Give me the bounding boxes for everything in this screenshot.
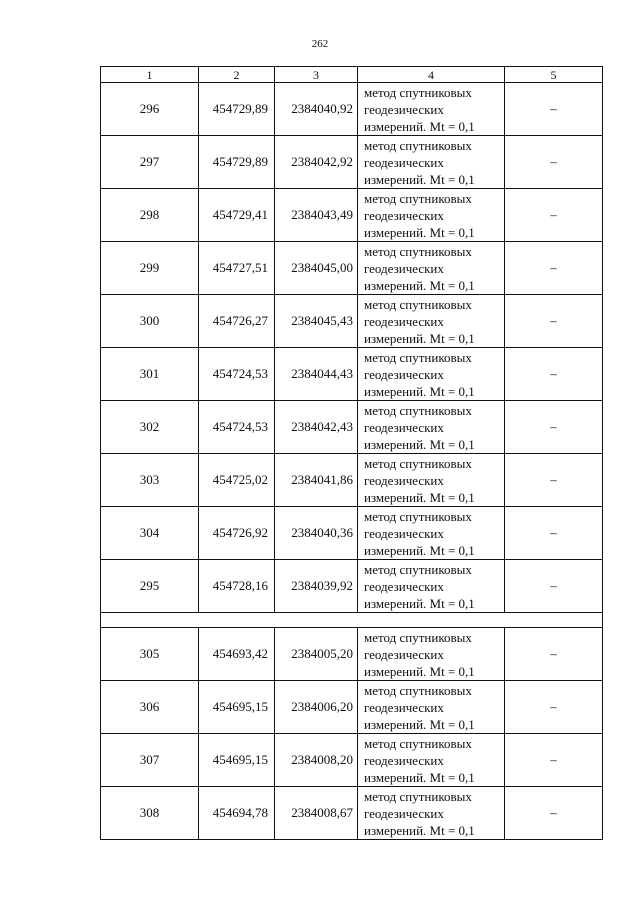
y-coordinate: 2384043,49 bbox=[275, 189, 358, 242]
method-line: геодезических bbox=[364, 472, 444, 488]
table-row bbox=[101, 83, 603, 136]
y-coordinate: 2384041,86 bbox=[275, 454, 358, 507]
method-line: геодезических bbox=[364, 699, 444, 715]
method-description bbox=[358, 348, 505, 401]
table-row bbox=[101, 401, 603, 454]
method-line: метод спутниковых bbox=[364, 349, 472, 365]
method-line: метод спутниковых bbox=[364, 137, 472, 153]
method-line: геодезических bbox=[364, 578, 444, 594]
table-row bbox=[101, 454, 603, 507]
point-number: 296 bbox=[101, 83, 199, 136]
y-coordinate: 2384045,43 bbox=[275, 295, 358, 348]
method-line: геодезических bbox=[364, 419, 444, 435]
method-line: геодезических bbox=[364, 207, 444, 223]
method-description bbox=[358, 787, 505, 840]
point-number: 307 bbox=[101, 734, 199, 787]
point-number: 303 bbox=[101, 454, 199, 507]
method-description bbox=[358, 507, 505, 560]
x-coordinate: 454729,89 bbox=[199, 136, 275, 189]
method-line: измерений. Mt = 0,1 bbox=[364, 489, 475, 505]
point-number: 305 bbox=[101, 628, 199, 681]
method-description bbox=[358, 295, 505, 348]
point-number: 302 bbox=[101, 401, 199, 454]
y-coordinate: 2384040,36 bbox=[275, 507, 358, 560]
method-line: измерений. Mt = 0,1 bbox=[364, 663, 475, 679]
table-header-row bbox=[101, 67, 603, 83]
note-value: – bbox=[505, 189, 603, 242]
y-coordinate: 2384042,43 bbox=[275, 401, 358, 454]
x-coordinate: 454695,15 bbox=[199, 681, 275, 734]
x-coordinate: 454726,92 bbox=[199, 507, 275, 560]
column-header: 5 bbox=[505, 67, 603, 83]
table-row bbox=[101, 507, 603, 560]
method-line: геодезических bbox=[364, 805, 444, 821]
y-coordinate: 2384005,20 bbox=[275, 628, 358, 681]
note-value: – bbox=[505, 295, 603, 348]
method-line: метод спутниковых bbox=[364, 629, 472, 645]
method-line: метод спутниковых bbox=[364, 455, 472, 471]
method-line: измерений. Mt = 0,1 bbox=[364, 224, 475, 240]
note-value: – bbox=[505, 787, 603, 840]
x-coordinate: 454724,53 bbox=[199, 401, 275, 454]
method-description bbox=[358, 454, 505, 507]
x-coordinate: 454724,53 bbox=[199, 348, 275, 401]
table-row bbox=[101, 295, 603, 348]
note-value: – bbox=[505, 681, 603, 734]
page-number: 262 bbox=[311, 38, 329, 50]
method-description bbox=[358, 560, 505, 613]
table-row bbox=[101, 681, 603, 734]
y-coordinate: 2384045,00 bbox=[275, 242, 358, 295]
x-coordinate: 454729,41 bbox=[199, 189, 275, 242]
note-value: – bbox=[505, 348, 603, 401]
method-description bbox=[358, 401, 505, 454]
method-line: измерений. Mt = 0,1 bbox=[364, 542, 475, 558]
method-line: геодезических bbox=[364, 752, 444, 768]
table-row bbox=[101, 628, 603, 681]
method-line: геодезических bbox=[364, 646, 444, 662]
table-row bbox=[101, 136, 603, 189]
method-line: метод спутниковых bbox=[364, 402, 472, 418]
x-coordinate: 454695,15 bbox=[199, 734, 275, 787]
y-coordinate: 2384040,92 bbox=[275, 83, 358, 136]
method-description bbox=[358, 189, 505, 242]
method-line: метод спутниковых bbox=[364, 296, 472, 312]
point-number: 298 bbox=[101, 189, 199, 242]
group-separator-row bbox=[101, 613, 603, 628]
group-separator-cell bbox=[101, 613, 603, 628]
point-number: 295 bbox=[101, 560, 199, 613]
x-coordinate: 454727,51 bbox=[199, 242, 275, 295]
method-line: метод спутниковых bbox=[364, 508, 472, 524]
method-line: измерений. Mt = 0,1 bbox=[364, 383, 475, 399]
x-coordinate: 454728,16 bbox=[199, 560, 275, 613]
method-line: метод спутниковых bbox=[364, 190, 472, 206]
column-header: 4 bbox=[358, 67, 505, 83]
note-value: – bbox=[505, 454, 603, 507]
method-line: измерений. Mt = 0,1 bbox=[364, 822, 475, 838]
method-line: геодезических bbox=[364, 366, 444, 382]
note-value: – bbox=[505, 560, 603, 613]
method-line: измерений. Mt = 0,1 bbox=[364, 436, 475, 452]
x-coordinate: 454725,02 bbox=[199, 454, 275, 507]
point-number: 299 bbox=[101, 242, 199, 295]
method-line: измерений. Mt = 0,1 bbox=[364, 769, 475, 785]
method-line: геодезических bbox=[364, 260, 444, 276]
table-row bbox=[101, 348, 603, 401]
table-row bbox=[101, 189, 603, 242]
note-value: – bbox=[505, 401, 603, 454]
point-number: 306 bbox=[101, 681, 199, 734]
table-row bbox=[101, 560, 603, 613]
method-line: геодезических bbox=[364, 313, 444, 329]
method-line: измерений. Mt = 0,1 bbox=[364, 171, 475, 187]
method-line: метод спутниковых bbox=[364, 735, 472, 751]
method-line: измерений. Mt = 0,1 bbox=[364, 118, 475, 134]
note-value: – bbox=[505, 507, 603, 560]
point-number: 297 bbox=[101, 136, 199, 189]
method-description bbox=[358, 628, 505, 681]
method-description bbox=[358, 83, 505, 136]
table-row bbox=[101, 787, 603, 840]
x-coordinate: 454694,78 bbox=[199, 787, 275, 840]
column-header: 3 bbox=[275, 67, 358, 83]
method-line: измерений. Mt = 0,1 bbox=[364, 595, 475, 611]
table-row bbox=[101, 242, 603, 295]
point-number: 300 bbox=[101, 295, 199, 348]
method-line: измерений. Mt = 0,1 bbox=[364, 277, 475, 293]
point-number: 304 bbox=[101, 507, 199, 560]
x-coordinate: 454726,27 bbox=[199, 295, 275, 348]
note-value: – bbox=[505, 136, 603, 189]
method-line: измерений. Mt = 0,1 bbox=[364, 330, 475, 346]
method-line: метод спутниковых bbox=[364, 788, 472, 804]
y-coordinate: 2384039,92 bbox=[275, 560, 358, 613]
method-description bbox=[358, 681, 505, 734]
method-line: геодезических bbox=[364, 154, 444, 170]
x-coordinate: 454729,89 bbox=[199, 83, 275, 136]
point-number: 301 bbox=[101, 348, 199, 401]
coordinates-table bbox=[100, 66, 603, 840]
x-coordinate: 454693,42 bbox=[199, 628, 275, 681]
y-coordinate: 2384008,67 bbox=[275, 787, 358, 840]
method-description bbox=[358, 136, 505, 189]
method-line: геодезических bbox=[364, 525, 444, 541]
method-description bbox=[358, 242, 505, 295]
column-header: 2 bbox=[199, 67, 275, 83]
y-coordinate: 2384044,43 bbox=[275, 348, 358, 401]
note-value: – bbox=[505, 628, 603, 681]
y-coordinate: 2384042,92 bbox=[275, 136, 358, 189]
method-line: метод спутниковых bbox=[364, 84, 472, 100]
point-number: 308 bbox=[101, 787, 199, 840]
method-line: измерений. Mt = 0,1 bbox=[364, 716, 475, 732]
method-line: метод спутниковых bbox=[364, 561, 472, 577]
method-line: метод спутниковых bbox=[364, 243, 472, 259]
column-header: 1 bbox=[101, 67, 199, 83]
y-coordinate: 2384008,20 bbox=[275, 734, 358, 787]
method-line: геодезических bbox=[364, 101, 444, 117]
method-line: метод спутниковых bbox=[364, 682, 472, 698]
note-value: – bbox=[505, 734, 603, 787]
note-value: – bbox=[505, 83, 603, 136]
table-row bbox=[101, 734, 603, 787]
method-description bbox=[358, 734, 505, 787]
y-coordinate: 2384006,20 bbox=[275, 681, 358, 734]
note-value: – bbox=[505, 242, 603, 295]
